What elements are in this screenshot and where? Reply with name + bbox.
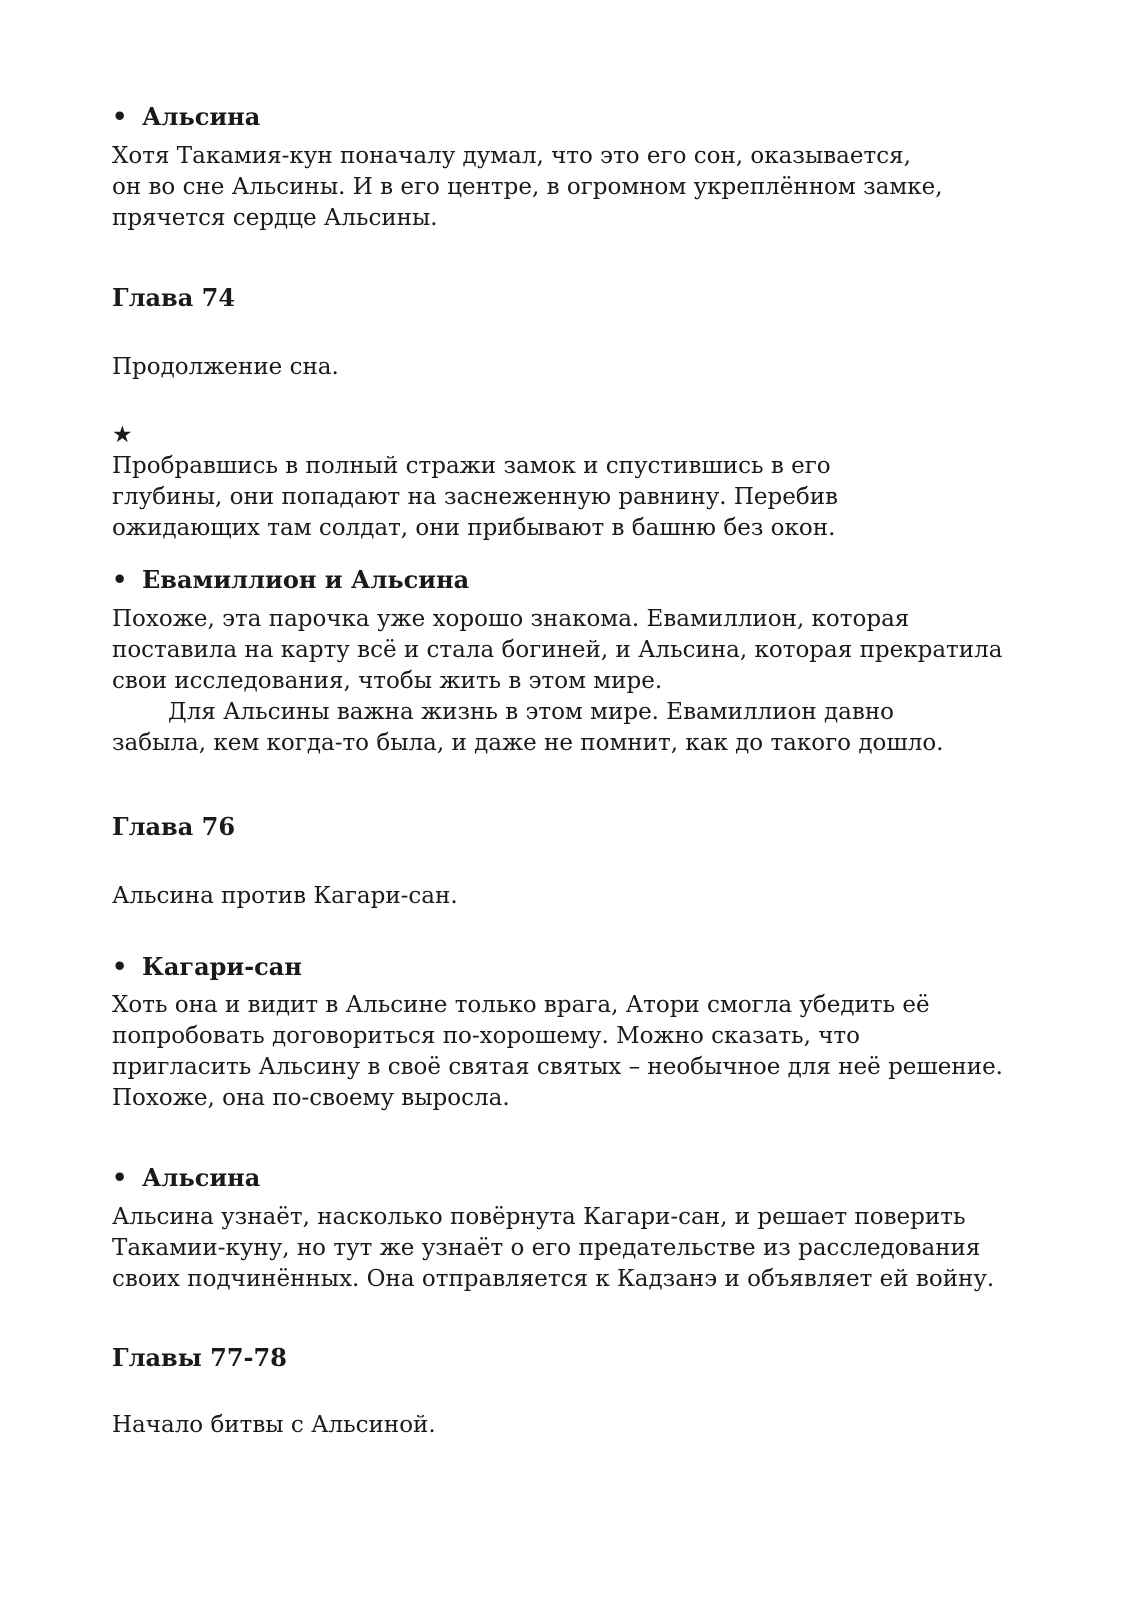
paragraph-line: свои исследования, чтобы жить в этом мире. xyxy=(112,668,663,694)
chapter-title-74: Глава 74 xyxy=(112,283,236,312)
paragraph-kagari xyxy=(112,990,1003,1114)
chapter-summary-77-78: Начало битвы с Альсиной. xyxy=(112,1412,436,1438)
bullet-icon: • xyxy=(112,952,128,981)
bullet-heading-alsina-2 xyxy=(112,1163,260,1193)
chapter-title-77-78: Главы 77-78 xyxy=(112,1343,287,1372)
paragraph-line-indented: Для Альсины важна жизнь в этом мире. Евамиллион давно xyxy=(168,699,895,725)
chapter-title-76: Глава 76 xyxy=(112,812,236,841)
paragraph-line: своих подчинённых. Она отправляется к Кадзанэ и объявляет ей войну. xyxy=(112,1266,995,1292)
paragraph-evamillion xyxy=(112,604,1002,759)
bullet-icon: • xyxy=(112,565,128,594)
heading-text: Кагари-сан xyxy=(142,952,302,981)
paragraph-line: попробовать договориться по-хорошему. Можно сказать, что xyxy=(112,1023,860,1049)
paragraph-line: Похоже, эта парочка уже хорошо знакома. Евамиллион, которая xyxy=(112,606,910,632)
paragraph-line: Такамии-куну, но тут же узнаёт о его предательстве из расследования xyxy=(112,1235,981,1261)
heading-text: Альсина xyxy=(142,102,261,131)
bullet-icon: • xyxy=(112,102,128,131)
bullet-heading-evamillion xyxy=(112,565,469,595)
paragraph-line: Хотя Такамия-кун поначалу думал, что это его сон, оказывается, xyxy=(112,143,911,169)
paragraph-line: глубины, они попадают на заснеженную равнину. Перебив xyxy=(112,484,838,510)
paragraph-line: он во сне Альсины. И в его центре, в огромном укреплённом замке, xyxy=(112,174,943,200)
paragraph-alsina-1 xyxy=(112,141,943,234)
bullet-icon: • xyxy=(112,1163,128,1192)
paragraph-line: прячется сердце Альсины. xyxy=(112,205,438,231)
heading-text: Альсина xyxy=(142,1163,261,1192)
heading-text: Евамиллион и Альсина xyxy=(142,565,470,594)
bullet-heading-alsina-1 xyxy=(112,102,260,132)
paragraph-line: Хоть она и видит в Альсине только врага, Атори смогла убедить её xyxy=(112,992,930,1018)
paragraph-line: поставила на карту всё и стала богиней, и Альсина, которая прекратила xyxy=(112,637,1003,663)
star-line-first: ★ Пробравшись в полный стражи замок и спустившись в его xyxy=(112,422,831,479)
paragraph-alsina-2 xyxy=(112,1202,994,1295)
bullet-heading-kagari xyxy=(112,952,302,982)
paragraph-line: Похоже, она по-своему выросла. xyxy=(112,1085,510,1111)
paragraph-line: пригласить Альсину в своё святая святых – необычное для неё решение. xyxy=(112,1054,1003,1080)
paragraph-line: Альсина узнаёт, насколько повёрнута Кагари-сан, и решает поверить xyxy=(112,1204,966,1230)
paragraph-line: забыла, кем когда-то была, и даже не помнит, как до такого дошло. xyxy=(112,730,944,756)
chapter-summary-76: Альсина против Кагари-сан. xyxy=(112,883,458,909)
paragraph-line: ожидающих там солдат, они прибывают в башню без окон. xyxy=(112,515,836,541)
star-icon: ★ xyxy=(112,422,133,448)
star-paragraph-74 xyxy=(112,420,838,544)
chapter-summary-74: Продолжение сна. xyxy=(112,354,339,380)
